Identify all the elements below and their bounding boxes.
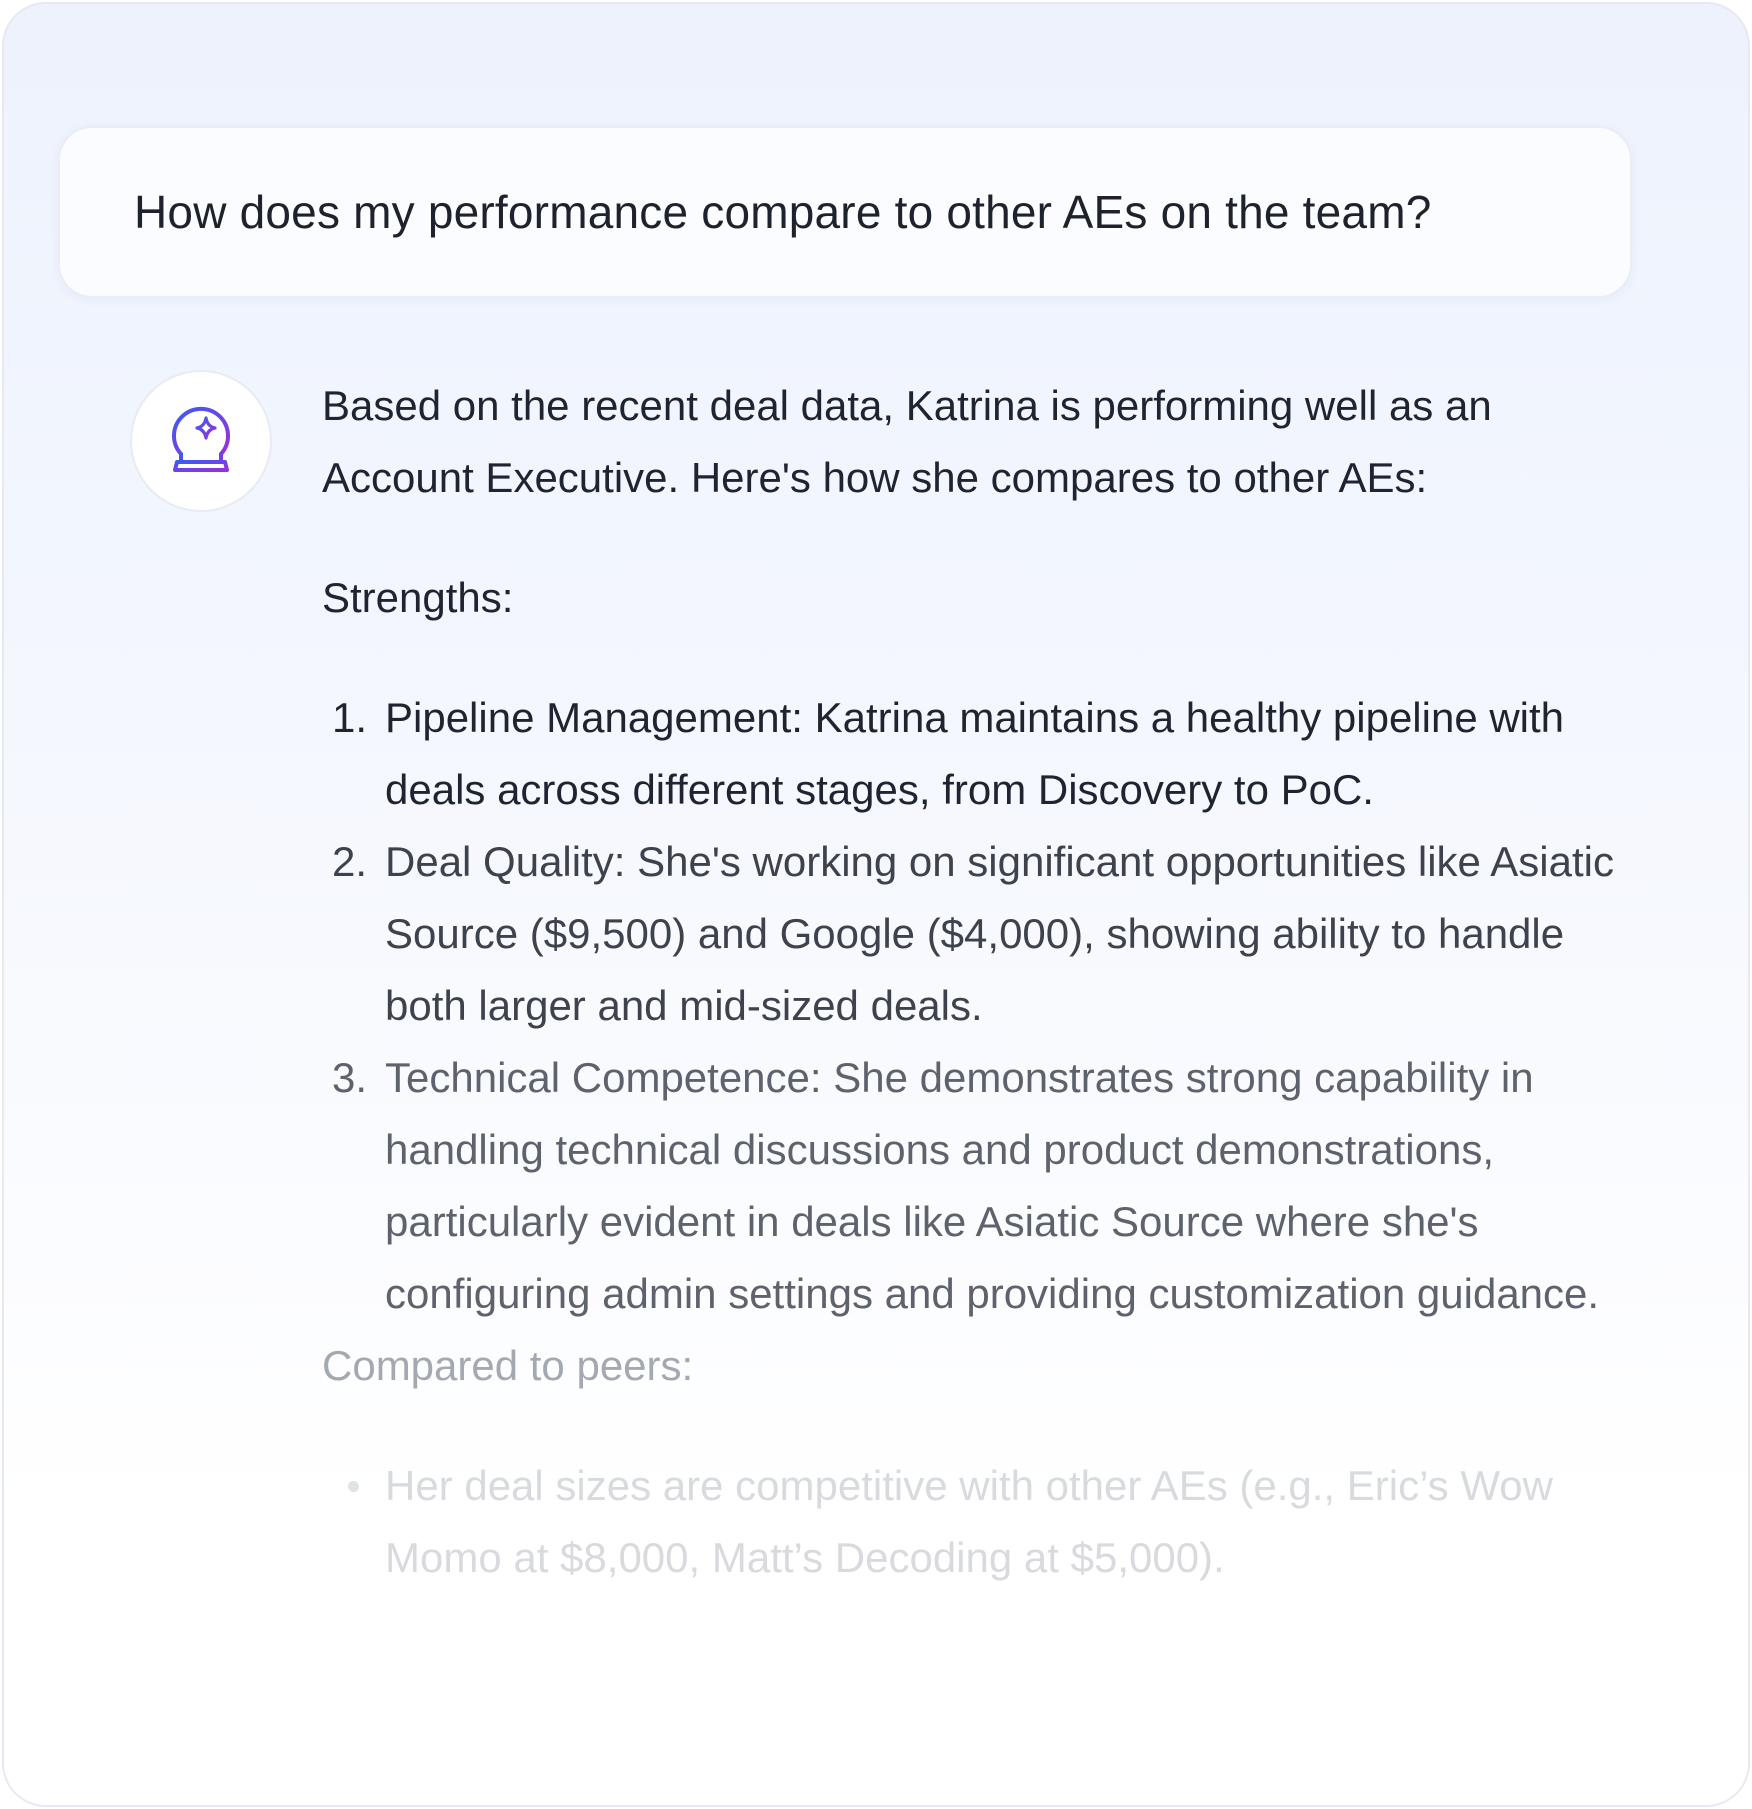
list-item-number: 1. [332, 694, 368, 741]
list-item [322, 1042, 1632, 1330]
list-item [322, 682, 1632, 826]
peers-list [322, 1450, 1632, 1594]
list-item-text: Technical Competence: She demonstrates strong capability in handling technical discussions and product demonstrations, particularly evident in deals like Asiatic Source where she's configuring admin settings and providing customization guidance. [385, 1054, 1600, 1317]
strengths-list [322, 682, 1632, 1330]
assistant-avatar [130, 370, 272, 512]
bullet-icon [348, 1481, 359, 1492]
chat-card [2, 2, 1750, 1807]
crystal-ball-sparkle-icon [169, 404, 233, 478]
list-item-number: 2. [332, 838, 368, 885]
list-item [322, 826, 1632, 1042]
assistant-response [322, 370, 1632, 1594]
response-intro: Based on the recent deal data, Katrina is performing well as an Account Executive. Here's how she compares to other AEs: [322, 382, 1492, 501]
list-item [322, 1450, 1632, 1594]
list-item-text: Her deal sizes are competitive with other AEs (e.g., Eric’s Wow Momo at $8,000, Matt’s Decoding at $5,000). [385, 1462, 1553, 1581]
strengths-heading: Strengths: [322, 574, 514, 621]
list-item-text: Pipeline Management: Katrina maintains a healthy pipeline with deals across different stages, from Discovery to PoC. [385, 694, 1565, 813]
peers-heading: Compared to peers: [322, 1342, 694, 1389]
list-item-text: Deal Quality: She's working on significant opportunities like Asiatic Source ($9,500) and Google ($4,000), showing ability to handle both larger and mid-sized deals. [385, 838, 1614, 1029]
bottom-fade-overlay [4, 1624, 1748, 1807]
user-question-text: How does my performance compare to other AEs on the team? [134, 186, 1432, 238]
list-item-number: 3. [332, 1054, 368, 1101]
user-question-bubble [58, 126, 1632, 298]
